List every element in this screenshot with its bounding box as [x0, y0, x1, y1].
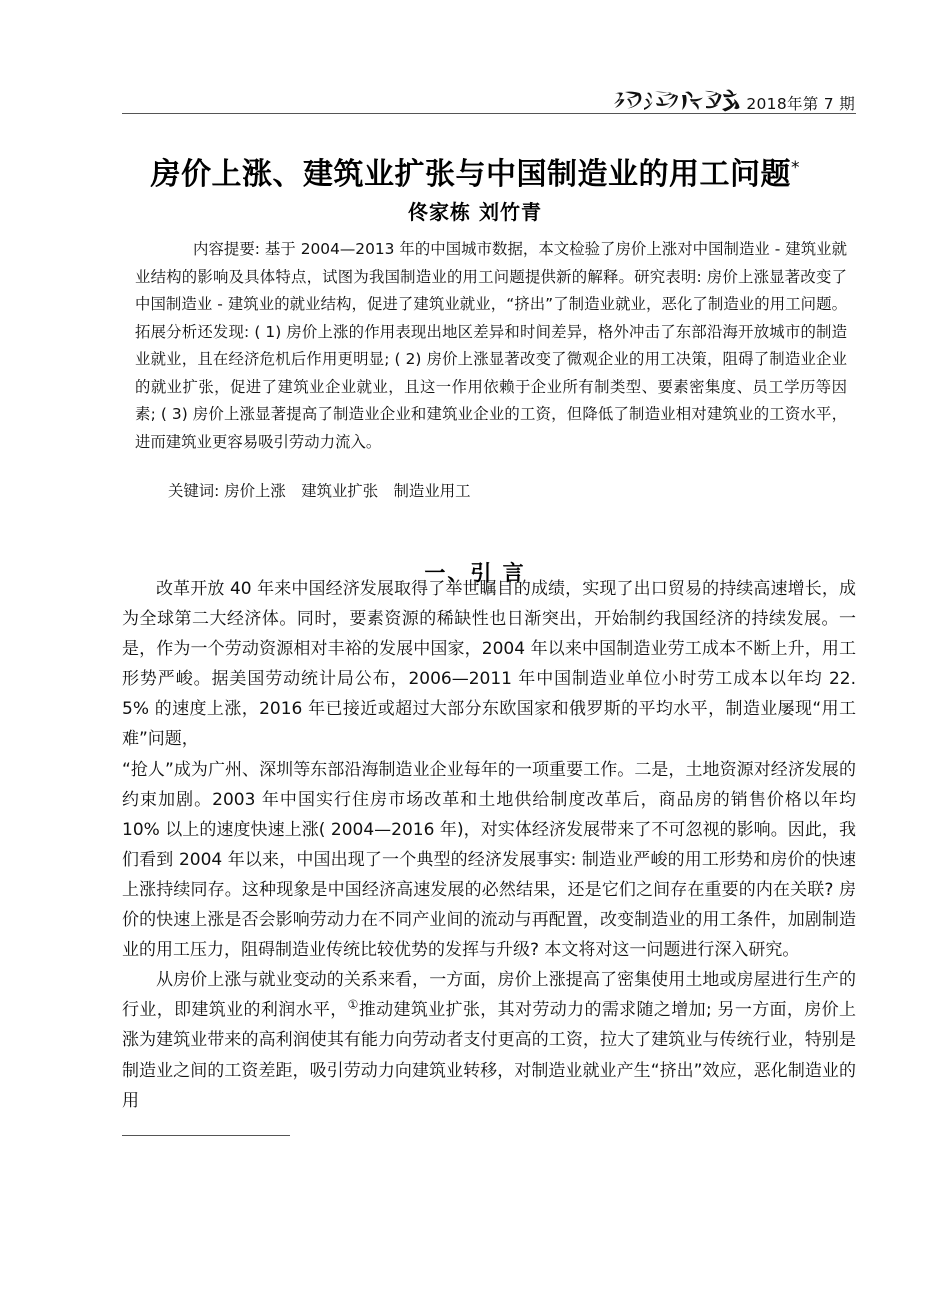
running-header [122, 72, 855, 114]
author-list: 佟家栋 刘竹青 [408, 200, 542, 224]
body-paragraph-1-continued [122, 755, 856, 966]
body-paragraph-1-part-b: “抢人”成为广州、深圳等东部沿海制造业企业每年的一项重要工作。二是，土地资源对经济发展的约束加剧。2003 年中国实行住房市场改革和土地供给制度改革后，商品房的销售价格以年均 10% 以上的速度快速上涨( 2004—2016 年)，对实体经济发展带来了不可忽视的影响。因此，我们看到 2004 年以来，中国出现了一个典型的经济发展事实: 制造业严峻的用工形势和房价的快速上涨持续同存。这种现象是中国经济高速发展的必然结果，还是它们之间存在重要的内在关联? 房价的快速上涨是否会影响劳动力在不同产业间的流动与再配置，改变制造业的用工条件，加剧制造业的用工压力，阻碍制造业传统比较优势的发挥与升级? 本文将对这一问题进行深入研究。 [122, 759, 856, 961]
keywords-block [135, 478, 847, 506]
header-divider [122, 113, 856, 114]
body-paragraph-2-part-1: 从房价上涨与就业变动的关系来看，一方面，房价上涨提高了密集使用土地或房屋进行生产的行业，即建筑业的利润水平， [122, 970, 856, 1021]
abstract-paragraph [135, 236, 847, 456]
journal-logo-icon [612, 84, 740, 114]
body-paragraph-2 [122, 965, 856, 1115]
keywords-text: 关键词: 房价上涨 建筑业扩张 制造业用工 [168, 482, 471, 500]
title-text: 房价上涨、建筑业扩张与中国制造业的用工问题 [150, 157, 791, 193]
footnote-separator [122, 1135, 290, 1136]
body-paragraph-2-part-2: 推动建筑业扩张，其对劳动力的需求随之增加; 另一方面，房价上涨为建筑业带来的高利润使其有能力向劳动者支付更高的工资，拉大了建筑业与传统行业，特别是制造业之间的工资差距，吸引劳动力向建筑业转移，对制造业就业产生“挤出”效应，恶化制造业的用 [122, 1000, 856, 1111]
body-content [122, 574, 856, 1116]
abstract-text: 内容提要: 基于 2004—2013 年的中国城市数据，本文检验了房价上涨对中国制造业 - 建筑业就业结构的影响及具体特点，试图为我国制造业的用工问题提供新的解释。研究表明: 房价上涨显著改变了中国制造业 - 建筑业的就业结构，促进了建筑业就业，“挤出”了制造业就业，恶化了制造业的用工问题。拓展分析还发现: ( 1) 房价上涨的作用表现出地区差异和时间差异，格外冲击了东部沿海开放城市的制造业就业，且在经济危机后作用更明显; ( 2) 房价上涨显著改变了微观企业的用工决策，阻碍了制造业企业的就业扩张，促进了建筑业企业就业，且这一作用依赖于企业所有制类型、要素密集度、员工学历等因素; ( 3) 房价上涨显著提高了制造业企业和建筑业企业的工资，但降低了制造业相对建筑业的工资水平，进而建筑业更容易吸引劳动力流入。 [135, 240, 847, 451]
issue-label: 2018年第 7 期 [746, 94, 855, 113]
section-heading-introduction: 一、引 言 [424, 561, 526, 586]
title-footnote-marker: * [791, 158, 800, 179]
abstract-block [135, 236, 847, 456]
page-title [0, 156, 950, 194]
footnote-marker-1: ① [347, 997, 359, 1012]
body-paragraph-1-part-a: 改革开放 40 年来中国经济发展取得了举世瞩目的成绩，实现了出口贸易的持续高速增长，成为全球第二大经济体。同时，要素资源的稀缺性也日渐突出，开始制约我国经济的持续发展。一是，作为一个劳动资源相对丰裕的发展中国家，2004 年以来中国制造业劳工成本不断上升，用工形势严峻。据美国劳动统计局公布，2006—2011 年中国制造业单位小时劳工成本以年均 22. 5% 的速度上涨，2016 年已接近或超过大部分东欧国家和俄罗斯的平均水平，制造业屡现“用工难”问题， [122, 579, 856, 750]
body-paragraph-1 [122, 574, 856, 755]
